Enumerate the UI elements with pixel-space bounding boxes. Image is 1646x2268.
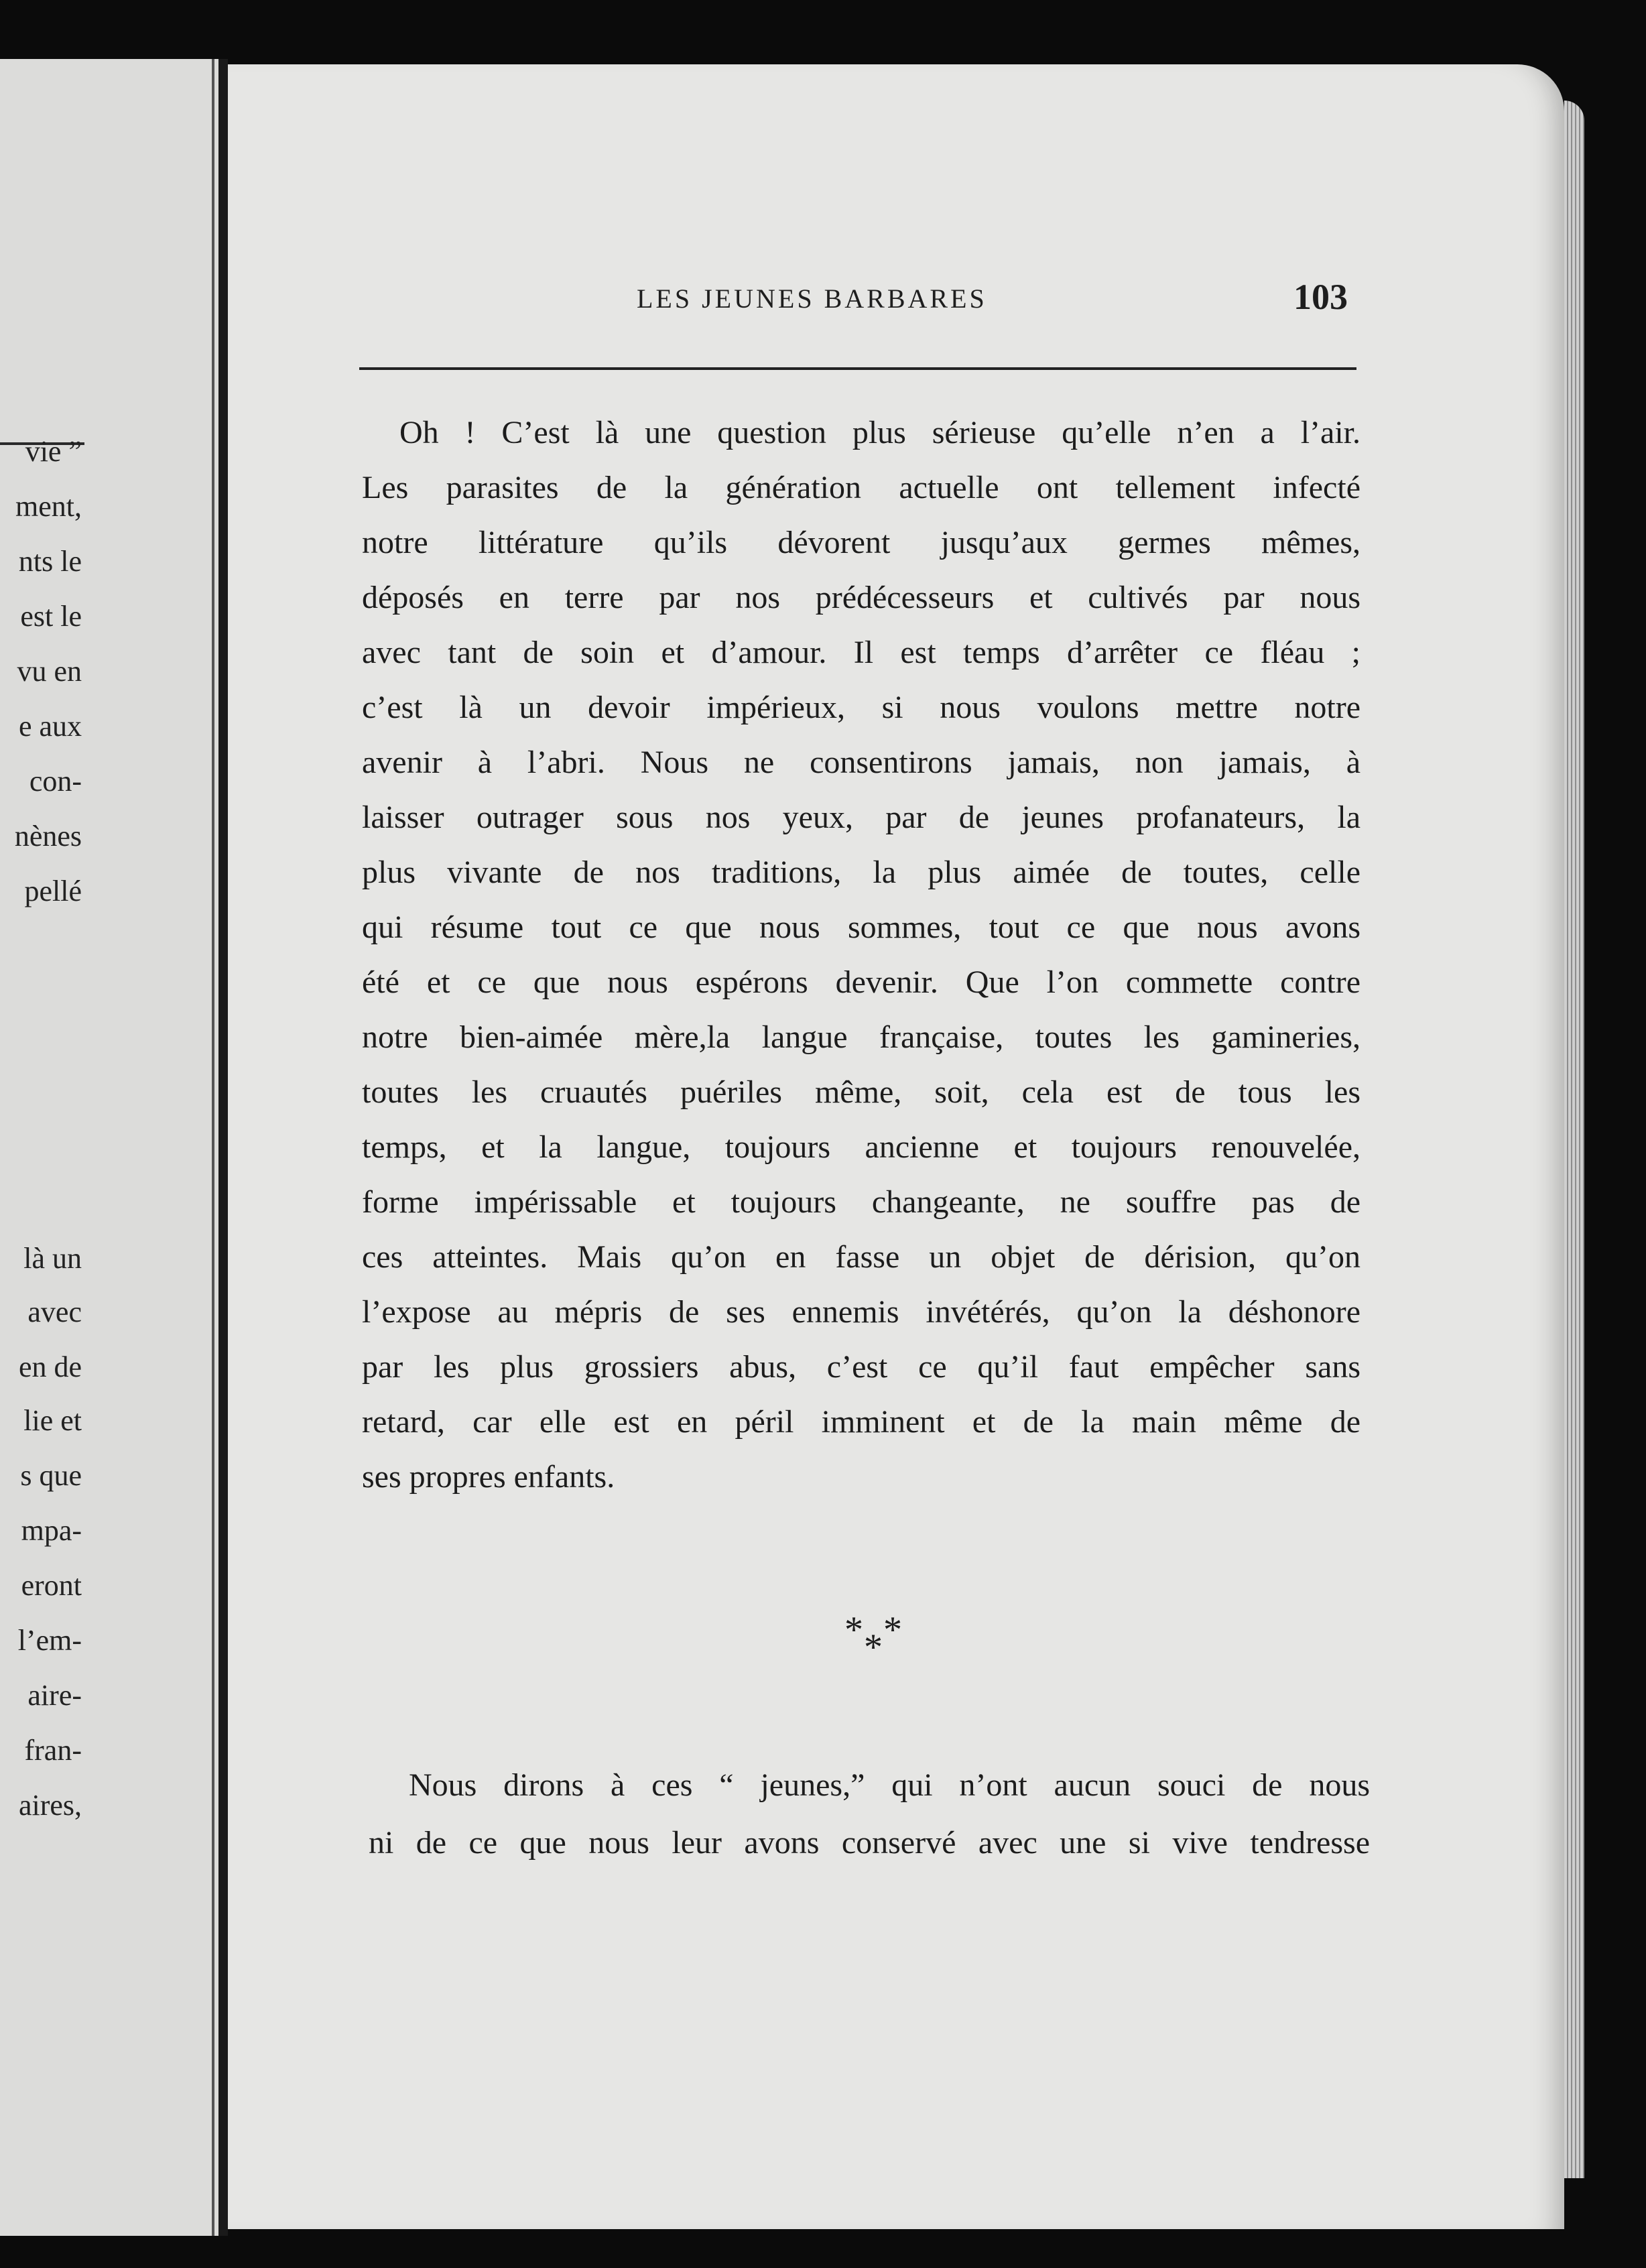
text-line: déposés en terre par nos prédécesseurs et cultivés par nous <box>362 580 1360 615</box>
previous-page-fragment: mpa- <box>21 1514 82 1547</box>
previous-page-fragment: là un <box>23 1242 82 1275</box>
text-line: forme impérissable et toujours changeante, ne souffre pas de <box>362 1184 1360 1220</box>
text-line: par les plus grossiers abus, c’est ce qu’il faut empêcher sans <box>362 1349 1360 1385</box>
text-line: été et ce que nous espérons devenir. Que l’on commette contre <box>362 964 1360 1000</box>
previous-page-fragment: eront <box>21 1569 82 1602</box>
text-line: l’expose au mépris de ses ennemis invétérés, qu’on la déshonore <box>362 1294 1360 1330</box>
previous-page-fragment: est le <box>20 600 82 633</box>
page-edges <box>1564 101 1584 2178</box>
separator-star: * <box>844 1609 863 1651</box>
text-line: ces atteintes. Mais qu’on en fasse un objet de dérision, qu’on <box>362 1239 1360 1275</box>
previous-page-fragment: aires, <box>18 1789 82 1822</box>
text-line: avec tant de soin et d’amour. Il est temps d’arrêter ce fléau ; <box>362 635 1360 670</box>
text-line: Les parasites de la génération actuelle ont tellement infecté <box>362 470 1360 505</box>
previous-page-fragment: e aux <box>18 710 82 743</box>
text-line: laisser outrager sous nos yeux, par de jeunes profanateurs, la <box>362 800 1360 835</box>
previous-page-fragment: aire- <box>27 1679 82 1712</box>
text-line: Oh ! C’est là une question plus sérieuse qu’elle n’en a l’air. <box>399 415 1360 450</box>
previous-page-fragment: en de <box>18 1350 82 1383</box>
previous-page-fragment: vie ” <box>25 435 82 468</box>
previous-page-fragment: fran- <box>24 1734 82 1767</box>
header-rule <box>359 367 1356 370</box>
gutter-shadow <box>212 59 214 2236</box>
text-line: temps, et la langue, toujours ancienne et toujours renouvelée, <box>362 1129 1360 1165</box>
text-line: retard, car elle est en péril imminent et de la main même de <box>362 1404 1360 1440</box>
text-line: ni de ce que nous leur avons conservé avec une si vive tendresse <box>369 1825 1370 1861</box>
book-gutter <box>218 59 228 2236</box>
text-line: notre littérature qu’ils dévorent jusqu’aux germes mêmes, <box>362 525 1360 560</box>
previous-page-fragment: ment, <box>15 490 82 523</box>
previous-page-fragment: avec <box>27 1296 82 1328</box>
text-line: toutes les cruautés puériles même, soit, cela est de tous les <box>362 1074 1360 1110</box>
text-line: avenir à l’abri. Nous ne consentirons jamais, non jamais, à <box>362 745 1360 780</box>
previous-page-fragment: con- <box>29 765 82 798</box>
section-separator <box>838 1609 918 1669</box>
text-line: notre bien-aimée mère,la langue française, toutes les gamineries, <box>362 1019 1360 1055</box>
separator-star: * <box>864 1627 883 1668</box>
previous-page-fragment: nts le <box>18 545 82 578</box>
text-line: ses propres enfants. <box>362 1459 615 1495</box>
text-line: qui résume tout ce que nous sommes, tout ce que nous avons <box>362 909 1360 945</box>
previous-page <box>0 59 227 2236</box>
text-line: c’est là un devoir impérieux, si nous voulons mettre notre <box>362 690 1360 725</box>
running-head: LES JEUNES BARBARES <box>637 284 987 314</box>
previous-page-fragment: s que <box>20 1459 82 1492</box>
page-number: 103 <box>1293 277 1348 317</box>
previous-page-fragment: lie et <box>23 1404 82 1437</box>
previous-page-fragment: nènes <box>14 820 82 853</box>
separator-star: * <box>883 1609 902 1651</box>
previous-page-fragment: l’em- <box>17 1624 82 1657</box>
previous-page-fragment: vu en <box>17 655 82 688</box>
previous-page-fragment: pellé <box>24 875 82 907</box>
text-line: plus vivante de nos traditions, la plus aimée de toutes, celle <box>362 855 1360 890</box>
text-line: Nous dirons à ces “ jeunes,” qui n’ont aucun souci de nous <box>409 1767 1370 1803</box>
